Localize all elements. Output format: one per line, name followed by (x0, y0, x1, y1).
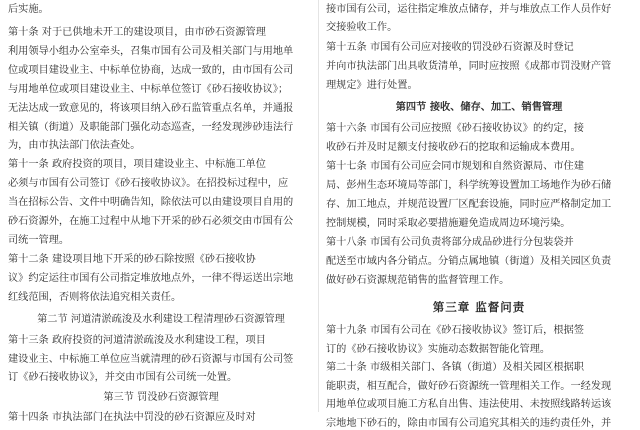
text-line: 用地单位或项目施工方私自出售、违法使用、未按照线路转运该 (326, 399, 612, 410)
text-line: 接市国有公司，运往指定堆放点储存，并与堆放点工作人员作好 (326, 4, 612, 15)
text-line: 当在招标公告、文件中明确告知，除依法可以由建设项目自用的 (8, 197, 294, 208)
text-line: 利用领导小组办公室牵头，召集市国有公司及相关部门与用地单 (8, 46, 294, 57)
text-line: 第十七条 市国有公司应会同市规划和自然资源局、市住建 (326, 161, 584, 172)
text-line: 第十八条 市国有公司负责将部分成品砂进行分包装袋并 (326, 237, 574, 248)
text-line: 宗地地下砂石的，除由市国有公司追究其相关的违约责任外，并 (326, 418, 612, 429)
text-line: 司统一管理。 (8, 235, 70, 246)
text-line: 并向市执法部门出具收货清单，同时应按照《成都市罚没财产管 (326, 61, 612, 72)
text-line: 第十五条 市国有公司应对接收的罚没砂石资源及时登记 (326, 42, 574, 53)
section-heading: 第四节 接收、储存、加工、销售管理 (395, 101, 563, 113)
text-line: 建设业主、中标施工单位应当就清理的砂石资源与市国有公司签 (8, 354, 294, 365)
section-heading: 第三章 监督问责 (432, 301, 526, 314)
text-line: 第十四条 市执法部门在执法中罚没的砂石资源应及时对 (8, 412, 256, 423)
text-line: 做好砂石资源规范销售的监督管理工作。 (326, 275, 510, 286)
text-line: 第十六条 市国有公司应按照《砂石接收协议》的约定，接 (326, 123, 584, 134)
text-line: 议》约定运往市国有公司指定堆放地点外，一律不得运送出宗地 (8, 273, 294, 284)
text-line: 配送至市域内各分销点。分销点属地镇（街道）及相关园区负责 (326, 256, 612, 267)
text-line: 为，由市执法部门依法查处。 (8, 140, 141, 151)
text-line: 与用地单位或项目建设业主、中标单位签订《砂石接收协议》； (8, 84, 289, 95)
text-line: 第十一条 政府投资的项目，项目建设业主、中标施工单位 (8, 159, 266, 170)
text-line: 控制规模，同时采取必要措施避免造成周边环境污染。 (326, 218, 571, 229)
text-line: 后实施。 (8, 4, 49, 15)
text-line: 位或项目建设业主、中标单位协商，达成一致的，由市国有公司 (8, 65, 294, 76)
text-line: 局、彭州生态环境局等部门，科学统筹设置加工场地作为砂石储 (326, 180, 612, 191)
text-line: 第十九条 市国有公司在《砂石接收协议》签订后，根据签 (326, 325, 584, 336)
text-line: 第十条 对于已供地未开工的建设项目，由市砂石资源管理 (8, 27, 266, 38)
text-line: 订《砂石接收协议》，并交由市国有公司统一处置。 (8, 372, 238, 383)
text-line: 交接验收工作。 (326, 22, 398, 33)
text-line: 第二十条 市级相关部门、各镇（街道）及相关园区根据职 (326, 362, 584, 373)
text-line: 理规定》进行处置。 (326, 80, 418, 91)
section-heading: 第二节 河道清淤疏浚及水利建设工程清理砂石资源管理 (37, 314, 285, 325)
text-line: 必须与市国有公司签订《砂石接收协议》。在招投标过程中，应 (8, 178, 289, 189)
text-line: 无法达成一致意见的，将该项目纳入砂石监管重点名单，并通报 (8, 103, 294, 114)
text-line: 相关镇（街道）及职能部门强化动态巡查，一经发现涉砂违法行 (8, 122, 294, 133)
text-line: 第十二条 建设项目地下开采的砂石除按照《砂石接收协 (8, 254, 256, 265)
column-divider (318, 0, 319, 412)
text-line: 第十三条 政府投资的河道清淤疏浚及水利建设工程，项目 (8, 335, 266, 346)
text-line: 能职责，相互配合，做好砂石资源统一管理相关工作。一经发现 (326, 381, 612, 392)
text-line: 订的《砂石接收协议》实施动态数据智能化管理。 (326, 344, 551, 355)
text-line: 存、加工地点，并规范设置厂区配套设施，同时应严格制定加工 (326, 199, 612, 210)
text-line: 红线范围，否则将依法追究相关责任。 (8, 292, 182, 303)
text-line: 收砂石并及时足额支付接收砂石的挖取和运输成本费用。 (326, 142, 581, 153)
text-line: 砂石资源外，在施工过程中从地下开采的砂石必须交由市国有公 (8, 216, 294, 227)
section-heading: 第三节 罚没砂石资源管理 (103, 392, 219, 403)
